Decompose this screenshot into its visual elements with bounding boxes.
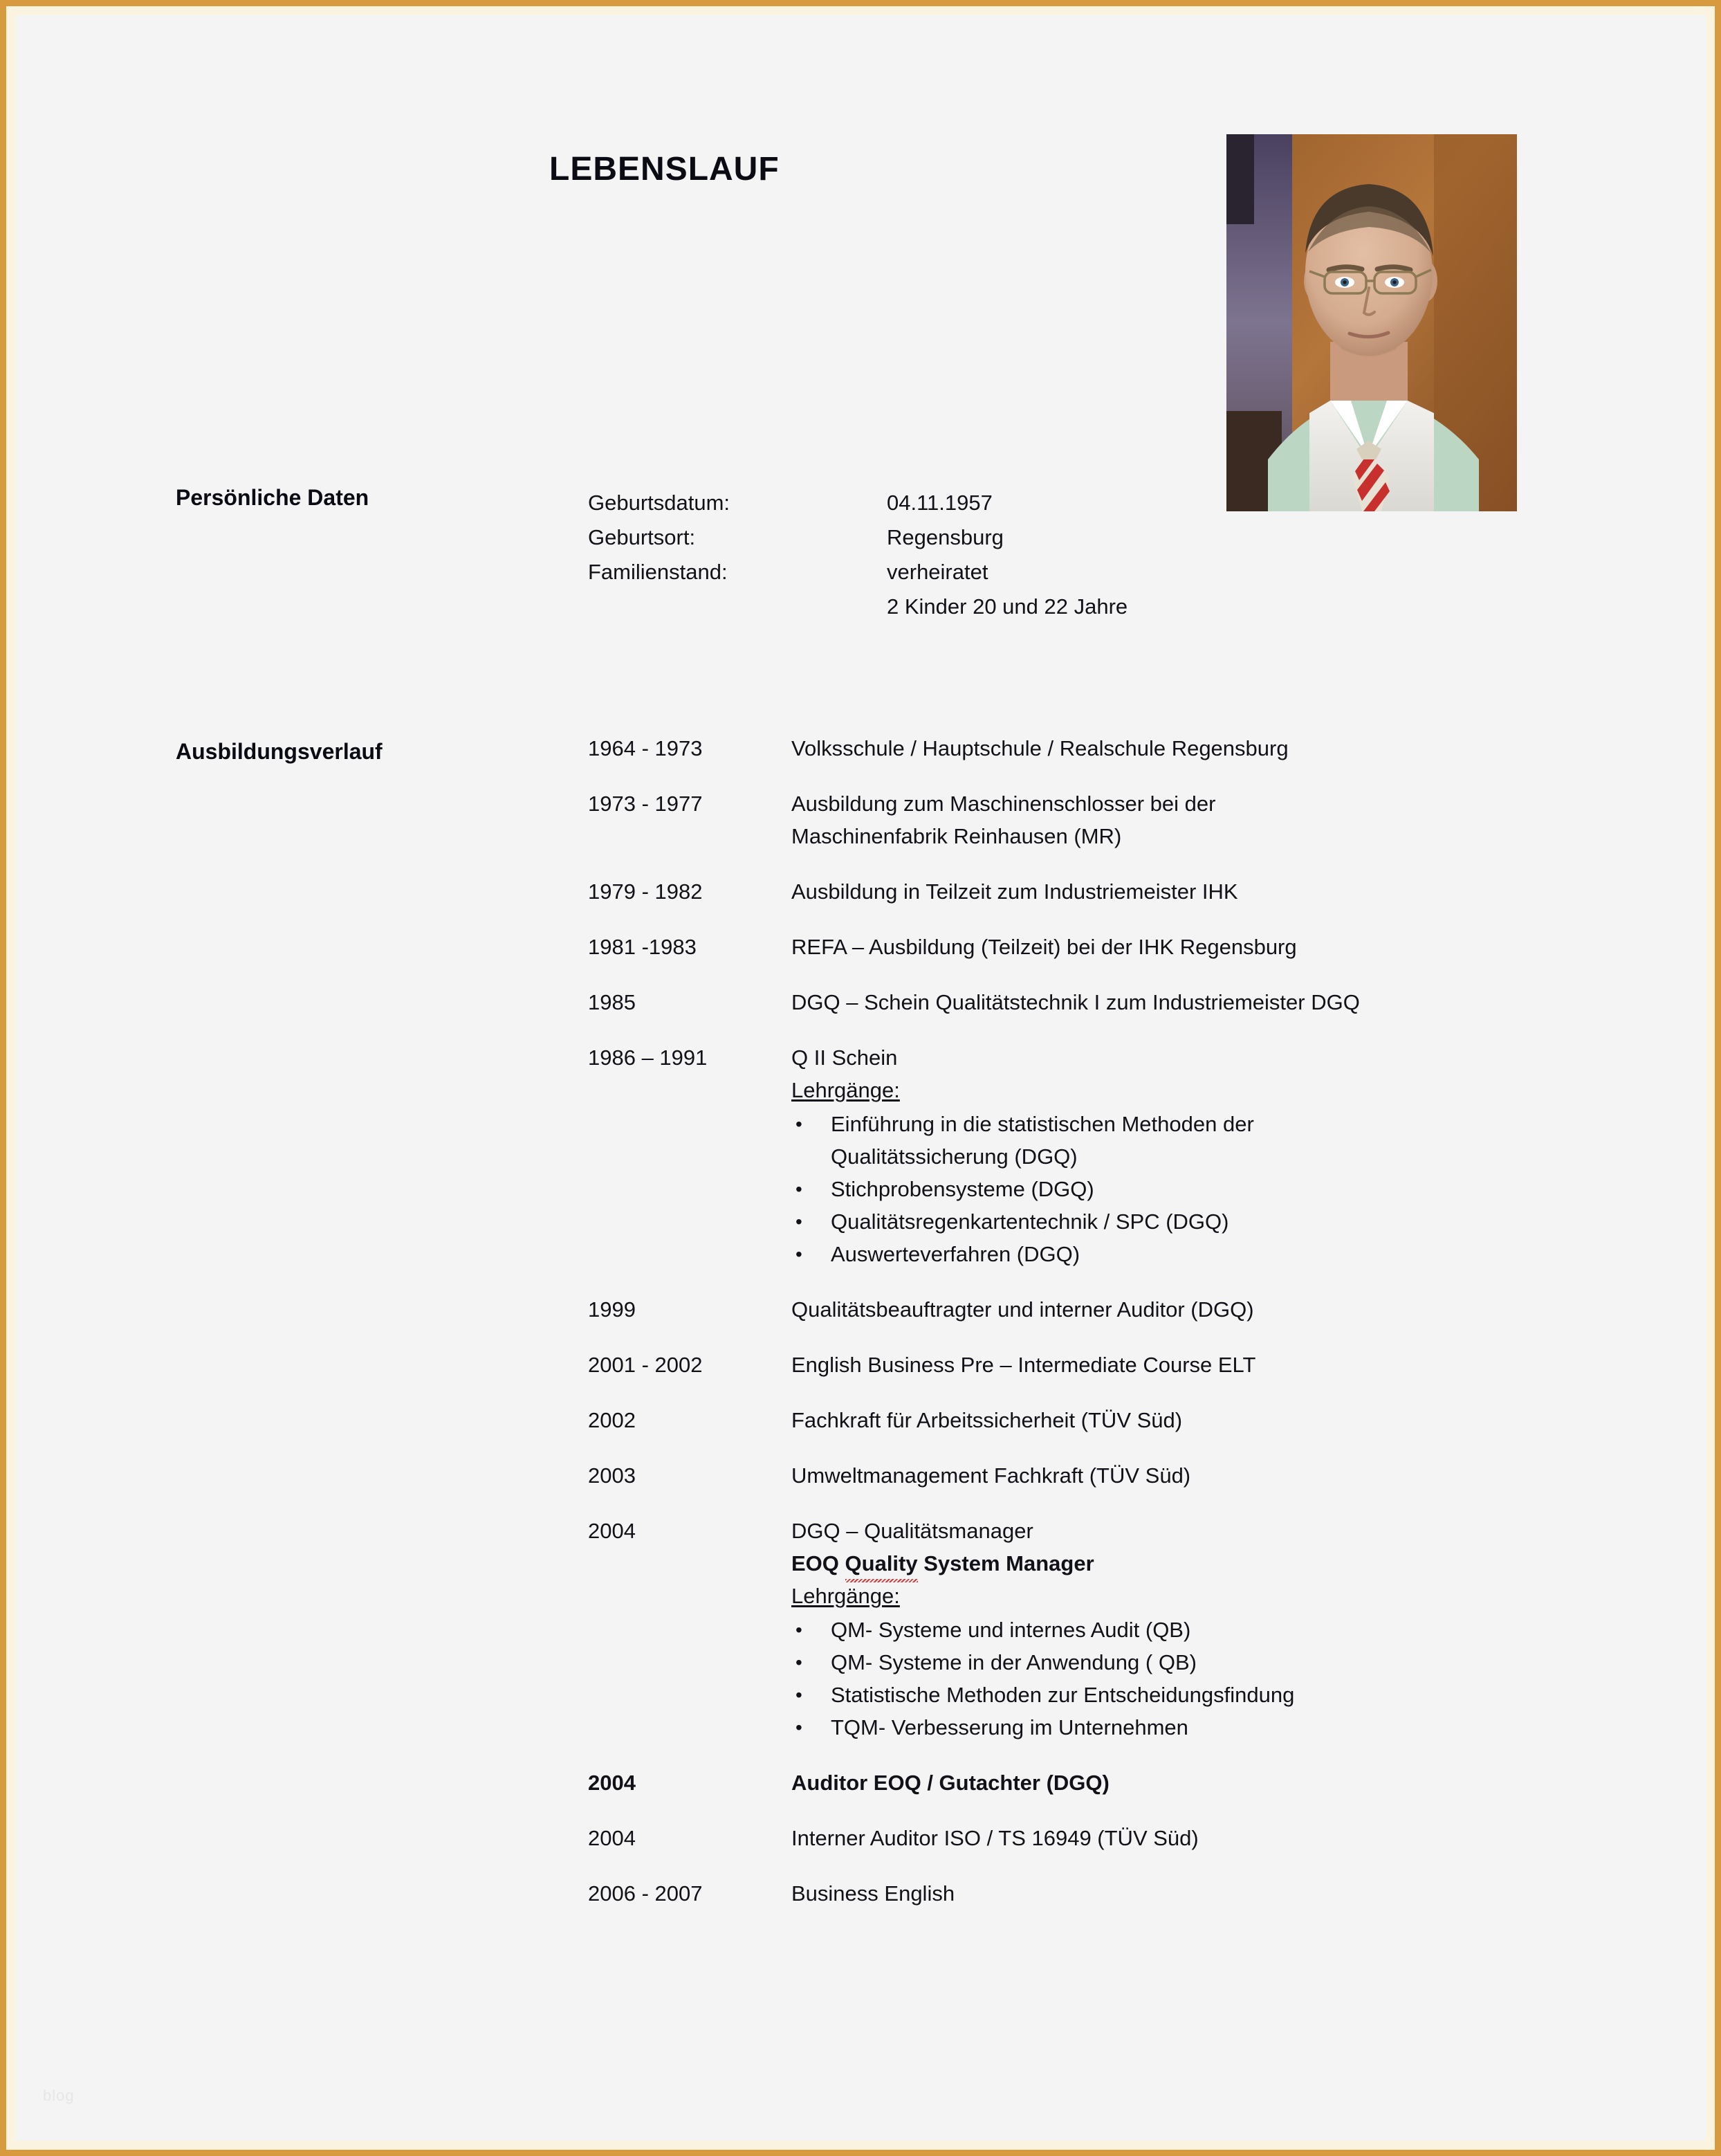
education-entry-line: Business English — [791, 1881, 955, 1906]
course-bullet-line: • Statistische Methoden zur Entscheidungsfindung — [831, 1683, 1295, 1707]
education-entry-line: Ausbildung zum Maschinenschlosser bei der — [791, 792, 1216, 816]
birthplace-label: Geburtsort: — [588, 525, 696, 549]
children-info: 2 Kinder 20 und 22 Jahre — [887, 594, 1128, 619]
education-entry-line: Volksschule / Hauptschule / Realschule Regensburg — [791, 736, 1289, 760]
birthdate-value: 04.11.1957 — [887, 491, 993, 515]
course-bullet-item — [791, 1679, 1626, 1711]
page-title: LEBENSLAUF — [549, 151, 780, 188]
personal-data-row — [588, 555, 1487, 590]
education-entry-sublabel: Lehrgänge: — [791, 1078, 900, 1102]
education-entry-year: 2004 — [588, 1826, 636, 1850]
education-entry-year: 2006 - 2007 — [588, 1881, 703, 1906]
course-bullet-line: • Auswerteverfahren (DGQ) — [831, 1242, 1080, 1266]
personal-data-block — [588, 486, 1487, 624]
education-entry — [588, 732, 1626, 765]
education-entry — [588, 787, 1626, 852]
education-entry-line: Q II Schein — [791, 1045, 898, 1070]
education-entry-body — [791, 1404, 1626, 1436]
education-entry — [588, 1822, 1626, 1854]
education-entry-year: 1973 - 1977 — [588, 792, 703, 816]
course-bullet-line: Qualitätssicherung (DGQ) — [831, 1144, 1078, 1169]
education-entry-line: Ausbildung in Teilzeit zum Industriemeister IHK — [791, 879, 1238, 904]
education-entry-year: 2003 — [588, 1463, 636, 1488]
course-bullet-line: • Stichprobensysteme (DGQ) — [831, 1177, 1094, 1201]
education-entry-year: 1999 — [588, 1297, 636, 1322]
education-entry-body — [791, 1515, 1626, 1744]
education-entry-body — [791, 931, 1626, 963]
education-entry-year: 1986 – 1991 — [588, 1045, 708, 1070]
course-bullet-list — [791, 1614, 1626, 1744]
education-entry-line: DGQ – Qualitätsmanager — [791, 1519, 1033, 1543]
watermark: blog — [43, 2087, 75, 2104]
education-entry-body — [791, 1293, 1626, 1326]
section-heading-education: Ausbildungsverlauf — [176, 739, 383, 764]
page-canvas — [15, 15, 1706, 2141]
education-entry-year: 1964 - 1973 — [588, 736, 703, 760]
education-entry — [588, 1349, 1626, 1381]
birthplace-value: Regensburg — [887, 525, 1004, 549]
education-entry-line: Auditor EOQ / Gutachter (DGQ) — [791, 1771, 1110, 1795]
education-entry-year: 2004 — [588, 1519, 636, 1543]
course-bullet-item — [791, 1646, 1626, 1679]
education-entry-highlight: EOQ Quality System Manager — [791, 1547, 1626, 1580]
section-heading-personal-data: Persönliche Daten — [176, 485, 369, 510]
course-bullet-item — [791, 1108, 1626, 1173]
course-bullet-item — [791, 1205, 1626, 1238]
course-bullet-line: • Qualitätsregenkartentechnik / SPC (DGQ) — [831, 1209, 1229, 1234]
education-entry-body — [791, 1349, 1626, 1381]
education-entry-line: English Business Pre – Intermediate Course ELT — [791, 1353, 1256, 1377]
personal-data-row — [588, 520, 1487, 555]
personal-data-row — [588, 486, 1487, 520]
course-bullet-line: • QM- Systeme in der Anwendung ( QB) — [831, 1650, 1197, 1674]
education-entry — [588, 931, 1626, 963]
education-entry-year: 2002 — [588, 1408, 636, 1432]
spellcheck-underline: Quality — [845, 1547, 918, 1580]
course-bullet-line: • QM- Systeme und internes Audit (QB) — [831, 1618, 1191, 1642]
education-list — [588, 732, 1626, 1933]
education-entry — [588, 875, 1626, 908]
education-entry — [588, 1404, 1626, 1436]
course-bullet-list — [791, 1108, 1626, 1270]
education-entry-year: 1985 — [588, 990, 636, 1014]
course-bullet-item — [791, 1711, 1626, 1744]
course-bullet-item — [791, 1238, 1626, 1270]
course-bullet-item — [791, 1173, 1626, 1205]
education-entry-sublabel: Lehrgänge: — [791, 1584, 900, 1608]
education-entry-line: Umweltmanagement Fachkraft (TÜV Süd) — [791, 1463, 1191, 1488]
education-entry-body — [791, 1822, 1626, 1854]
education-entry-line: Fachkraft für Arbeitssicherheit (TÜV Süd) — [791, 1408, 1183, 1432]
education-entry — [588, 1877, 1626, 1910]
education-entry-line: Qualitätsbeauftragter und interner Auditor (DGQ) — [791, 1297, 1254, 1322]
education-entry-line: Maschinenfabrik Reinhausen (MR) — [791, 824, 1122, 848]
education-entry-line: Interner Auditor ISO / TS 16949 (TÜV Süd) — [791, 1826, 1199, 1850]
education-entry-line: DGQ – Schein Qualitätstechnik I zum Industriemeister DGQ — [791, 990, 1360, 1014]
education-entry — [588, 1766, 1626, 1799]
education-entry-body — [791, 986, 1626, 1018]
marital-status-value: verheiratet — [887, 560, 988, 584]
education-entry-year: 2004 — [588, 1771, 636, 1795]
education-entry-year: 1981 -1983 — [588, 935, 697, 959]
birthdate-label: Geburtsdatum: — [588, 491, 730, 515]
education-entry — [588, 986, 1626, 1018]
education-entry-body — [791, 1766, 1626, 1799]
education-entry-year: 1979 - 1982 — [588, 879, 703, 904]
education-entry-body — [791, 787, 1626, 852]
portrait-photo-graphic — [1226, 134, 1517, 511]
education-entry-body — [791, 1041, 1626, 1270]
education-entry — [588, 1293, 1626, 1326]
portrait-photo — [1226, 134, 1517, 511]
education-entry-body — [791, 1877, 1626, 1910]
education-entry — [588, 1459, 1626, 1492]
education-entry-year: 2001 - 2002 — [588, 1353, 703, 1377]
marital-status-label: Familienstand: — [588, 560, 728, 584]
education-entry-body — [791, 732, 1626, 765]
course-bullet-line: • TQM- Verbesserung im Unternehmen — [831, 1715, 1188, 1739]
education-entry-body — [791, 875, 1626, 908]
education-entry — [588, 1515, 1626, 1744]
course-bullet-line: • Einführung in die statistischen Methoden der — [831, 1112, 1254, 1136]
course-bullet-item — [791, 1614, 1626, 1646]
education-entry-body — [791, 1459, 1626, 1492]
education-entry — [588, 1041, 1626, 1270]
education-entry-line: REFA – Ausbildung (Teilzeit) bei der IHK Regensburg — [791, 935, 1297, 959]
